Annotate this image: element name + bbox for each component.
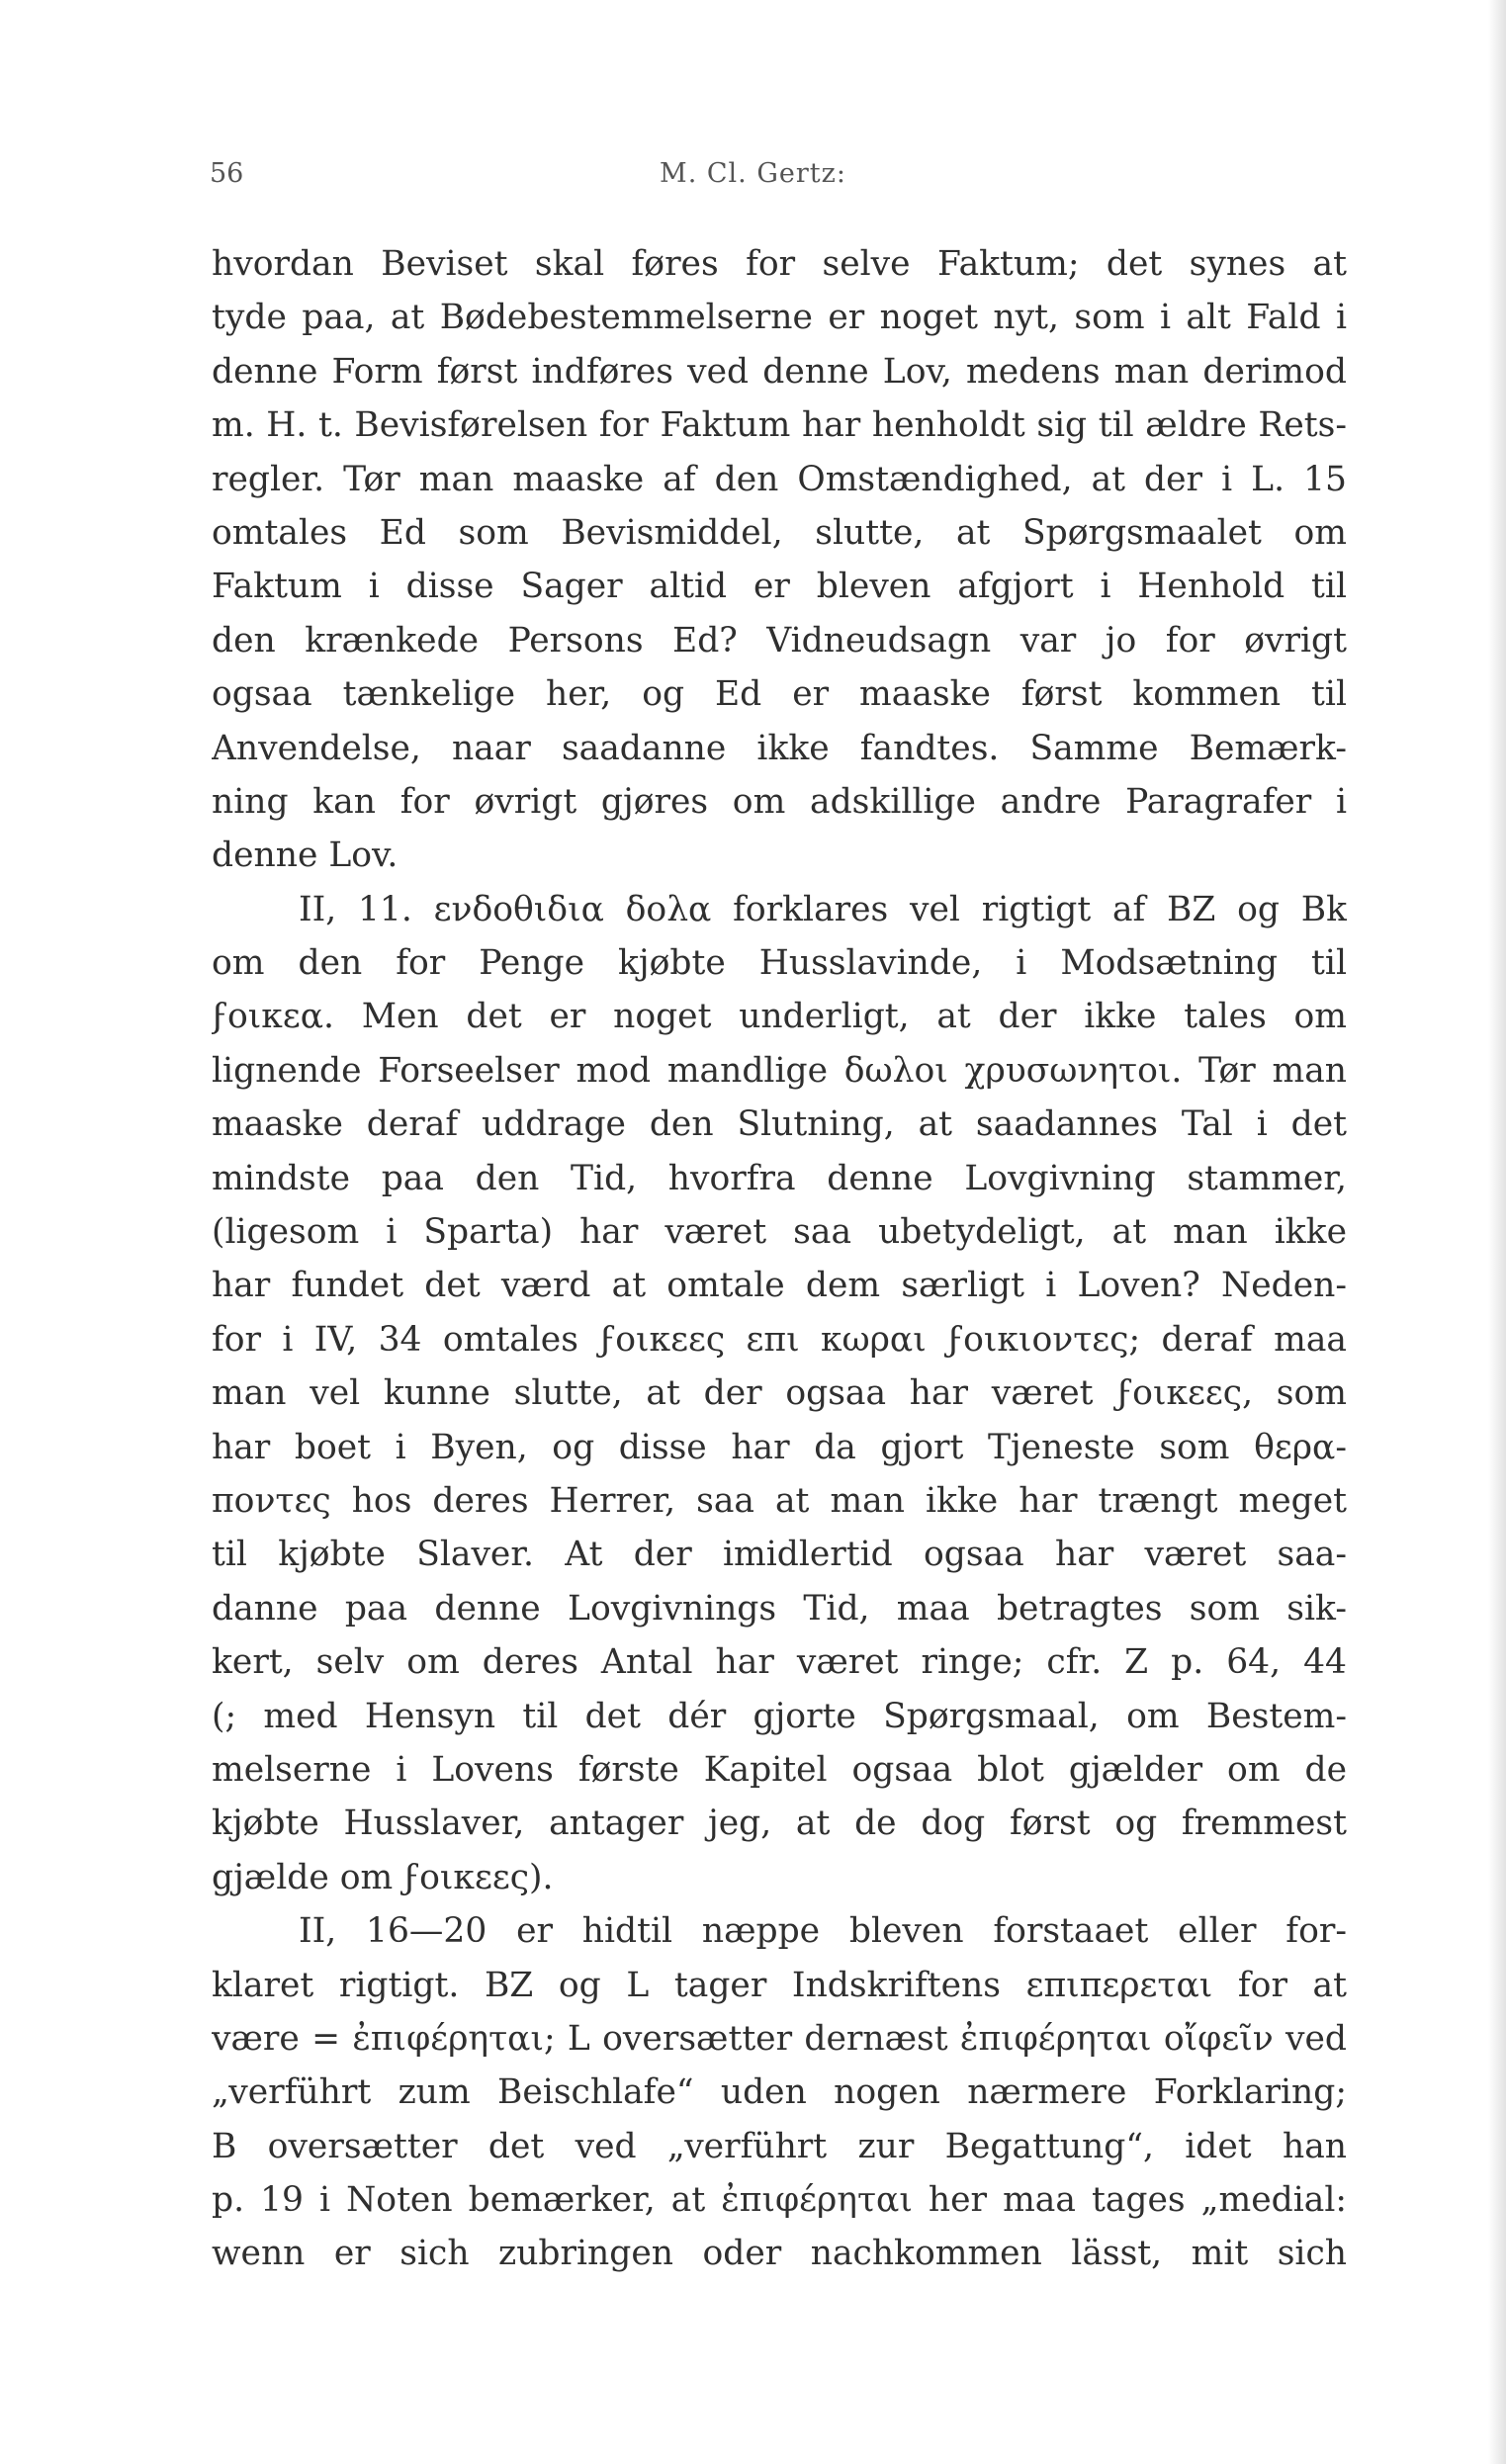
text-line: (; med Hensyn til det dér gjorte Spørgsmaal, om Bestem- — [212, 1696, 1347, 1736]
text-line: II, 11. ενδοθιδια δολα forklares vel rigtigt af BZ og Bk — [299, 889, 1347, 929]
text-line: for i IV, 34 omtales ϝοικεες επι κωραι ϝοικιοντες; deraf maa — [212, 1319, 1347, 1360]
text-line: maaske deraf uddrage den Slutning, at saadannes Tal i det — [212, 1104, 1347, 1145]
text-line: p. 19 i Noten bemærker, at ἐπιφέρηται her maa tages „medial: — [212, 2180, 1347, 2221]
text-line: har fundet det værd at omtale dem særligt i Loven? Neden- — [212, 1266, 1347, 1306]
text-line: kert, selv om deres Antal har været ringe; cfr. Z p. 64, 44 — [212, 1642, 1347, 1683]
page-edge-shadow — [1488, 0, 1506, 2464]
text-line: denne Lov. — [212, 836, 399, 876]
text-line: mindste paa den Tid, hvorfra denne Lovgivning stammer, — [212, 1158, 1347, 1198]
body-text — [212, 237, 1347, 2281]
text-line: lignende Forseelser mod mandlige δωλοι χρυσωνητοι. Tør man — [212, 1050, 1347, 1091]
text-line: „verführt zum Beischlafe“ uden nogen nærmere Forklaring; — [212, 2072, 1347, 2113]
text-line: ning kan for øvrigt gjøres om adskillige andre Paragrafer i — [212, 781, 1347, 822]
text-line: har boet i Byen, og disse har da gjort Tjeneste som θερα- — [212, 1427, 1347, 1467]
text-line: (ligesom i Sparta) har været saa ubetydeligt, at man ikke — [212, 1212, 1347, 1253]
text-line: denne Form først indføres ved denne Lov, medens man derimod — [212, 351, 1347, 392]
text-line: hvordan Beviset skal føres for selve Faktum; det synes at — [212, 244, 1347, 284]
text-line: omtales Ed som Bevismiddel, slutte, at Spørgsmaalet om — [212, 512, 1347, 553]
text-line: wenn er sich zubringen oder nachkommen lässt, mit sich — [212, 2234, 1347, 2274]
page-number: 56 — [210, 158, 244, 189]
text-line: Faktum i disse Sager altid er bleven afgjort i Henhold til — [212, 567, 1347, 607]
text-line: ϝοικεα. Men det er noget underligt, at der ikke tales om — [212, 997, 1347, 1037]
text-line: regler. Tør man maaske af den Omstændighed, at der i L. 15 — [212, 459, 1347, 499]
text-line: m. H. t. Bevisførelsen for Faktum har henholdt sig til ældre Rets- — [212, 405, 1347, 446]
text-line: melserne i Lovens første Kapitel ogsaa blot gjælder om de — [212, 1749, 1347, 1790]
text-line: kjøbte Husslaver, antager jeg, at de dog først og fremmest — [212, 1804, 1347, 1844]
text-line: B oversætter det ved „verführt zur Begattung“, idet han — [212, 2126, 1347, 2166]
text-line: tyde paa, at Bødebestemmelserne er noget nyt, som i alt Fald i — [212, 298, 1347, 338]
text-line: til kjøbte Slaver. At der imidlertid ogsaa har været saa- — [212, 1535, 1347, 1575]
text-line: II, 16—20 er hidtil næppe bleven forstaaet eller for- — [299, 1911, 1347, 1952]
text-line: om den for Penge kjøbte Husslavinde, i Modsætning til — [212, 943, 1347, 984]
text-line: Anvendelse, naar saadanne ikke fandtes. Samme Bemærk- — [212, 728, 1347, 768]
running-head: M. Cl. Gertz: — [660, 158, 846, 189]
text-line: den krænkede Persons Ed? Vidneudsagn var jo for øvrigt — [212, 620, 1347, 660]
text-line: klaret rigtigt. BZ og L tager Indskriftens επιπερεται for at — [212, 1965, 1347, 2005]
text-line: ogsaa tænkelige her, og Ed er maaske først kommen til — [212, 674, 1347, 715]
text-line: være = ἐπιφέρηται; L oversætter dernæst ἐπιφέρηται οἴφεῖν ved — [212, 2018, 1347, 2059]
text-line: man vel kunne slutte, at der ogsaa har været ϝοικεες, som — [212, 1373, 1347, 1414]
text-line: gjælde om ϝοικεες). — [212, 1857, 554, 1897]
text-line: danne paa denne Lovgivnings Tid, maa betragtes som sik- — [212, 1588, 1347, 1628]
text-line: ποντες hos deres Herrer, saa at man ikke har trængt meget — [212, 1480, 1347, 1521]
